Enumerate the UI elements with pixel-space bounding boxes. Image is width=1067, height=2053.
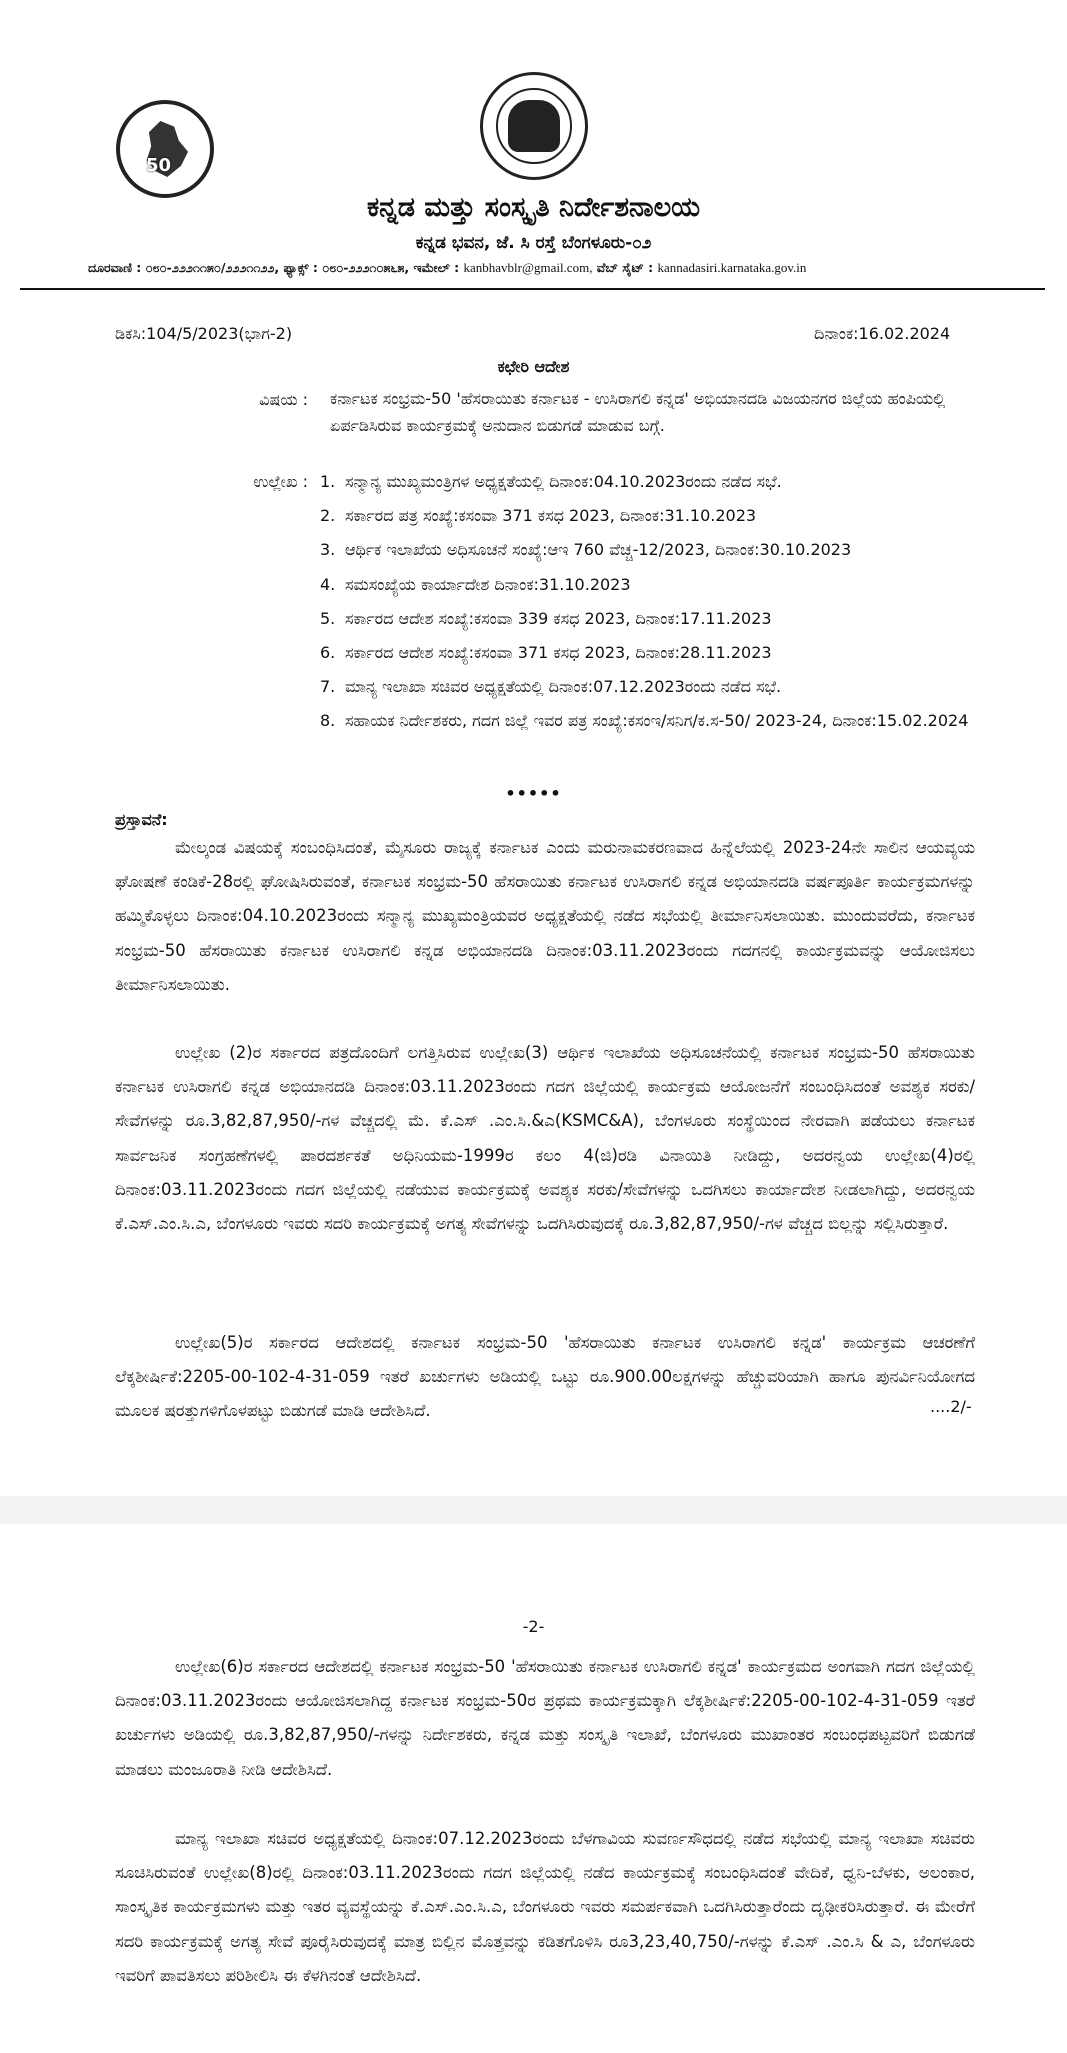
preamble-heading: ಪ್ರಸ್ತಾವನೆ: — [115, 810, 168, 829]
subject-label: ವಿಷಯ : — [259, 390, 308, 409]
web-label: ವೆಬ್ ಸೈಟ್ : — [592, 260, 658, 275]
reference-item: 3. ಆರ್ಥಿಕ ಇಲಾಖೆಯ ಅಧಿಸೂಚನೆ ಸಂಖ್ಯೆ:ಆಇ 760 ವೆಚ್ಚ-12/2023, ದಿನಾಂಕ:30.10.2023 — [320, 540, 852, 560]
body-paragraph: ಉಲ್ಲೇಖ (2)ರ ಸರ್ಕಾರದ ಪತ್ರದೊಂದಿಗೆ ಲಗತ್ತಿಸಿರುವ ಉಲ್ಲೇಖ(3) ಆರ್ಥಿಕ ಇಲಾಖೆಯ ಅಧಿಸೂಚನೆಯಲ್ಲಿ ಕರ್ನಾಟಕ ಸಂಭ್ರಮ-50 ಹೆಸರಾಯಿತು ಕರ್ನಾಟಕ ಉಸಿರಾಗಲಿ ಕನ್ನಡ ಅಭಿಯಾನದಡಿ ದಿನಾಂಕ:03.11.2023ರಂದು ಗದಗ ಜಿಲ್ಲೆಯಲ್ಲಿ ಕಾರ್ಯಕ್ರಮ ಆಯೋಜನೆಗೆ ಸಂಬಂಧಿಸಿದಂತೆ ಅವಶ್ಯಕ ಸರಕು/ಸೇವೆಗಳನ್ನು ರೂ.3,82,87,950/-ಗಳ ವೆಚ್ಚದಲ್ಲಿ ಮೆ. ಕೆ.ಎಸ್ .ಎಂ.ಸಿ.&ಎ(KSMC&A), ಬೆಂಗಳೂರು ಸಂಸ್ಥೆಯಿಂದ ನೇರವಾಗಿ ಪಡೆಯಲು ಕರ್ನಾಟಕ ಸಾರ್ವಜನಿಕ ಸಂಗ್ರಹಣೆಗಳಲ್ಲಿ ಪಾರದರ್ಶಕತೆ ಅಧಿನಿಯಮ-1999ರ ಕಲಂ 4(ಜಿ)ರಡಿ ವಿನಾಯಿತಿ ನೀಡಿದ್ದು, ಅದರನ್ವಯ ಉಲ್ಲೇಖ(4)ರಲ್ಲಿ ದಿನಾಂಕ:03.11.2023ರಂದು ಗದಗ ಜಿಲ್ಲೆಯಲ್ಲಿ ನಡೆಯುವ ಕಾರ್ಯಕ್ರಮಕ್ಕೆ ಅವಶ್ಯಕ ಸರಕು/ಸೇವೆಗಳನ್ನು ಒದಗಿಸಲು ಕಾರ್ಯಾದೇಶ ನೀಡಲಾಗಿದ್ದು, ಅದರನ್ವಯ ಕೆ.ಎಸ್.ಎಂ.ಸಿ.ಎ, ಬೆಂಗಳೂರು ಇವರು ಸದರಿ ಕಾರ್ಯಕ್ರಮಕ್ಕೆ ಅಗತ್ಯ ಸೇವೆಗಳನ್ನು ಒದಗಿಸಿರುವುದಕ್ಕೆ ರೂ.3,82,87,950/-ಗಳ ವೆಚ್ಚದ ಬಿಲ್ಲನ್ನು ಸಲ್ಲಿಸಿರುತ್ತಾರೆ. — [115, 1043, 975, 1234]
reference-item: 5. ಸರ್ಕಾರದ ಆದೇಶ ಸಂಖ್ಯೆ:ಕಸಂವಾ 339 ಕಸಧ 2023, ದಿನಾಂಕ:17.11.2023 — [320, 608, 772, 628]
government-emblem — [480, 72, 588, 180]
contact-label: ದೂರವಾಣಿ : ೦೮೦-೨೨೨೧೧೫೦/೨೨೨೧೧೨೨, ಫ್ಯಾಕ್ಸ್ : ೦೮೦-೨೨೨೧೦೫೬೫, ಇಮೇಲ್ : — [88, 260, 464, 275]
anniversary-logo — [116, 100, 214, 198]
continued-marker: ....2/- — [930, 1397, 972, 1416]
page-gap — [0, 1496, 1067, 1524]
order-title: ಕಛೇರಿ ಆದೇಶ — [497, 357, 570, 376]
email-text: kanbhavblr@gmail.com, — [463, 260, 593, 275]
reference-item: 7. ಮಾನ್ಯ ಇಲಾಖಾ ಸಚಿವರ ಅಧ್ಯಕ್ಷತೆಯಲ್ಲಿ ದಿನಾಂಕ:07.12.2023ರಂದು ನಡೆದ ಸಭೆ. — [320, 677, 782, 697]
header-divider — [20, 288, 1045, 290]
reference-item: 8. ಸಹಾಯಕ ನಿರ್ದೇಶಕರು, ಗದಗ ಜಿಲ್ಲೆ ಇವರ ಪತ್ರ ಸಂಖ್ಯೆ:ಕಸಂಇ/ಸನಿಗ/ಕ.ಸ-50/ 2023-24, ದಿನಾಂಕ:15.02.2024 — [320, 711, 969, 731]
reference-item: 6. ಸರ್ಕಾರದ ಆದೇಶ ಸಂಖ್ಯೆ:ಕಸಂವಾ 371 ಕಸಧ 2023, ದಿನಾಂಕ:28.11.2023 — [320, 642, 772, 662]
reference-item: 2. ಸರ್ಕಾರದ ಪತ್ರ ಸಂಖ್ಯೆ:ಕಸಂವಾ 371 ಕಸಧ 2023, ದಿನಾಂಕ:31.10.2023 — [320, 506, 757, 526]
reference-item: 1. ಸನ್ಮಾನ್ಯ ಮುಖ್ಯಮಂತ್ರಿಗಳ ಅಧ್ಯಕ್ಷತೆಯಲ್ಲಿ ದಿನಾಂಕ:04.10.2023ರಂದು ನಡೆದ ಸಭೆ. — [320, 472, 782, 491]
department-title: ಕನ್ನಡ ಮತ್ತು ಸಂಸ್ಕೃತಿ ನಿರ್ದೇಶನಾಲಯ — [366, 192, 701, 223]
order-date: ದಿನಾಂಕ:16.02.2024 — [814, 324, 951, 343]
subject-text: ಕರ್ನಾಟಕ ಸಂಭ್ರಮ-50 'ಹೆಸರಾಯಿತು ಕರ್ನಾಟಕ - ಉಸಿರಾಗಲಿ ಕನ್ನಡ' ಅಭಿಯಾನದಡಿ ವಿಜಯನಗರ ಜಿಲ್ಲೆಯ ಹಂಪಿಯಲ್ಲಿ ಏರ್ಪಡಿಸಿರುವ ಕಾರ್ಯಕ್ರಮಕ್ಕೆ ಅನುದಾನ ಬಿಡುಗಡೆ ಮಾಡುವ ಬಗ್ಗೆ. — [330, 389, 946, 435]
references-list — [320, 472, 975, 779]
references-label: ಉಲ್ಲೇಖ : — [253, 472, 308, 491]
emblem-icon — [508, 100, 560, 152]
department-address: ಕನ್ನಡ ಭವನ, ಜೆ. ಸಿ ರಸ್ತೆ ಬೆಂಗಳೂರು-೦೨ — [415, 233, 652, 253]
page-number: -2- — [522, 1617, 545, 1636]
body-paragraph: ಉಲ್ಲೇಖ(5)ರ ಸರ್ಕಾರದ ಆದೇಶದಲ್ಲಿ ಕರ್ನಾಟಕ ಸಂಭ್ರಮ-50 'ಹೆಸರಾಯಿತು ಕರ್ನಾಟಕ ಉಸಿರಾಗಲಿ ಕನ್ನಡ' ಕಾರ್ಯಕ್ರಮ ಆಚರಣೆಗೆ ಲೆಕ್ಕಶೀರ್ಷಿಕೆ:2205-00-102-4-31-059 ಇತರೆ ಖರ್ಚುಗಳು ಅಡಿಯಲ್ಲಿ ಒಟ್ಟು ರೂ.900.00ಲಕ್ಷಗಳನ್ನು ಹೆಚ್ಚುವರಿಯಾಗಿ ಹಾಗೂ ಪುನರ್ವಿನಿಯೋಗದ ಮೂಲಕ ಷರತ್ತುಗಳಿಗೊಳಪಟ್ಟು ಬಿಡುಗಡೆ ಮಾಡಿ ಆದೇಶಿಸಿದೆ. — [115, 1333, 975, 1421]
body-paragraph: ಮಾನ್ಯ ಇಲಾಖಾ ಸಚಿವರ ಅಧ್ಯಕ್ಷತೆಯಲ್ಲಿ ದಿನಾಂಕ:07.12.2023ರಂದು ಬೆಳಗಾವಿಯ ಸುವರ್ಣಸೌಧದಲ್ಲಿ ನಡೆದ ಸಭೆಯಲ್ಲಿ ಮಾನ್ಯ ಇಲಾಖಾ ಸಚಿವರು ಸೂಚಿಸಿರುವಂತೆ ಉಲ್ಲೇಖ(8)ರಲ್ಲಿ ದಿನಾಂಕ:03.11.2023ರಂದು ಗದಗ ಜಿಲ್ಲೆಯಲ್ಲಿ ನಡೆದ ಕಾರ್ಯಕ್ರಮಕ್ಕೆ ಸಂಬಂಧಿಸಿದಂತೆ ವೇದಿಕೆ, ಧ್ವನಿ-ಬೆಳಕು, ಅಲಂಕಾರ, ಸಾಂಸ್ಕೃತಿಕ ಕಾರ್ಯಕ್ರಮಗಳು ಮತ್ತು ಇತರ ವ್ಯವಸ್ಥೆಯನ್ನು ಕೆ.ಎಸ್.ಎಂ.ಸಿ.ಎ, ಬೆಂಗಳೂರು ಇವರು ಸಮರ್ಪಕವಾಗಿ ಒದಗಿಸಿರುತ್ತಾರೆಂದು ದೃಢೀಕರಿಸಿರುತ್ತಾರೆ. ಈ ಮೇರೆಗೆ ಸದರಿ ಕಾರ್ಯಕ್ರಮಕ್ಕೆ ಅಗತ್ಯ ಸೇವೆ ಪೂರೈಸಿರುವುದಕ್ಕೆ ಮಾತ್ರ ಬಿಲ್ಲಿನ ಮೊತ್ತವನ್ನು ಕಡಿತಗೊಳಿಸಿ ರೂ3,23,40,750/-ಗಳನ್ನು ಕೆ.ಎಸ್ .ಎಂ.ಸಿ & ಎ, ಬೆಂಗಳೂರು ಇವರಿಗೆ ಪಾವತಿಸಲು ಪರಿಶೀಲಿಸಿ ಈ ಕೆಳಗಿನಂತೆ ಆದೇಶಿಸಿದೆ. — [115, 1829, 975, 1985]
section-separator: ••••• — [505, 784, 562, 803]
body-paragraph: ಮೇಲ್ಕಂಡ ವಿಷಯಕ್ಕೆ ಸಂಬಂಧಿಸಿದಂತೆ, ಮೈಸೂರು ರಾಜ್ಯಕ್ಕೆ ಕರ್ನಾಟಕ ಎಂದು ಮರುನಾಮಕರಣವಾದ ಹಿನ್ನೆಲೆಯಲ್ಲಿ 2023-24ನೇ ಸಾಲಿನ ಆಯವ್ಯಯ ಘೋಷಣೆ ಕಂಡಿಕೆ-28ರಲ್ಲಿ ಘೋಷಿಸಿರುವಂತೆ, ಕರ್ನಾಟಕ ಸಂಭ್ರಮ-50 ಹೆಸರಾಯಿತು ಕರ್ನಾಟಕ ಉಸಿರಾಗಲಿ ಕನ್ನಡ ಅಭಿಯಾನದಡಿ ವರ್ಷಪೂರ್ತಿ ಕಾರ್ಯಕ್ರಮಗಳನ್ನು ಹಮ್ಮಿಕೊಳ್ಳಲು ದಿನಾಂಕ:04.10.2023ರಂದು ಸನ್ಮಾನ್ಯ ಮುಖ್ಯಮಂತ್ರಿಯವರ ಅಧ್ಯಕ್ಷತೆಯಲ್ಲಿ ನಡೆದ ಸಭೆಯಲ್ಲಿ ತೀರ್ಮಾನಿಸಲಾಯಿತು. ಮುಂದುವರೆದು, ಕರ್ನಾಟಕ ಸಂಭ್ರಮ-50 ಹೆಸರಾಯಿತು ಕರ್ನಾಟಕ ಉಸಿರಾಗಲಿ ಕನ್ನಡ ಅಭಿಯಾನದಡಿ ದಿನಾಂಕ:03.11.2023ರಂದು ಗದಗನಲ್ಲಿ ಕಾರ್ಯಕ್ರಮವನ್ನು ಆಯೋಜಿಸಲು ತೀರ್ಮಾನಿಸಲಾಯಿತು. — [115, 838, 975, 994]
reference-item: 4. ಸಮಸಂಖ್ಯೆಯ ಕಾರ್ಯಾದೇಶ ದಿನಾಂಕ:31.10.2023 — [320, 574, 631, 594]
reference-number: ಡಿಕಸಿ:104/5/2023(ಭಾಗ-2) — [115, 324, 293, 343]
contact-line — [88, 260, 968, 276]
logo-number: 50 — [146, 155, 172, 176]
body-paragraph: ಉಲ್ಲೇಖ(6)ರ ಸರ್ಕಾರದ ಆದೇಶದಲ್ಲಿ ಕರ್ನಾಟಕ ಸಂಭ್ರಮ-50 'ಹೆಸರಾಯಿತು ಕರ್ನಾಟಕ ಉಸಿರಾಗಲಿ ಕನ್ನಡ' ಕಾರ್ಯಕ್ರಮದ ಅಂಗವಾಗಿ ಗದಗ ಜಿಲ್ಲೆಯಲ್ಲಿ ದಿನಾಂಕ:03.11.2023ರಂದು ಆಯೋಜಿಸಲಾಗಿದ್ದ ಕರ್ನಾಟಕ ಸಂಭ್ರಮ-50ರ ಪ್ರಥಮ ಕಾರ್ಯಕ್ರಮಕ್ಕಾಗಿ ಲೆಕ್ಕಶೀರ್ಷಿಕೆ:2205-00-102-4-31-059 ಇತರೆ ಖರ್ಚುಗಳು ಅಡಿಯಲ್ಲಿ ರೂ.3,82,87,950/-ಗಳನ್ನು ನಿರ್ದೇಶಕರು, ಕನ್ನಡ ಮತ್ತು ಸಂಸ್ಕೃತಿ ಇಲಾಖೆ, ಬೆಂಗಳೂರು ಮುಖಾಂತರ ಸಂಬಂಧಪಟ್ಟವರಿಗೆ ಬಿಡುಗಡೆ ಮಾಡಲು ಮಂಜೂರಾತಿ ನೀಡಿ ಆದೇಶಿಸಿದೆ. — [115, 1657, 975, 1779]
website-text: kannadasiri.karnataka.gov.in — [657, 260, 807, 275]
